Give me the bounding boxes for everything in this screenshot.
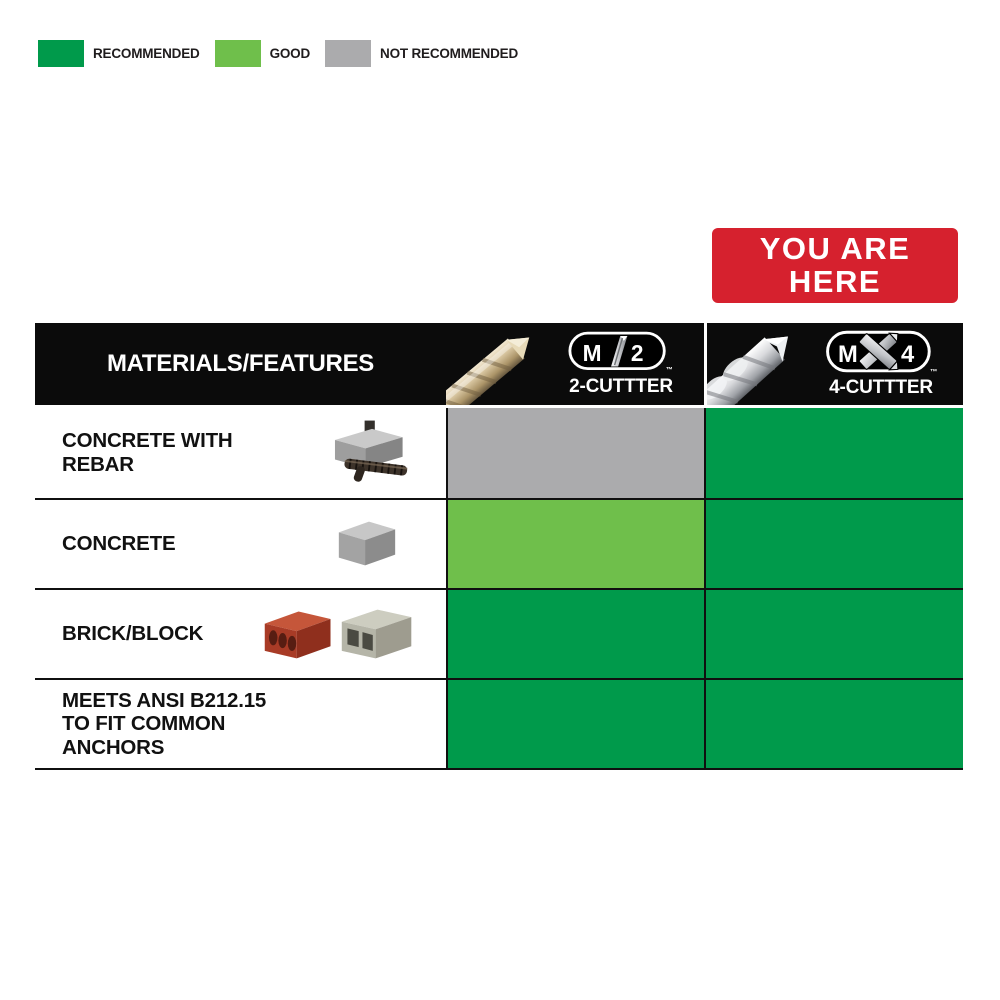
mx4-logo-letter-m: M	[837, 341, 858, 368]
4cutter-label: 4-CUTTTER	[829, 376, 933, 398]
legend-label: GOOD	[269, 46, 311, 61]
brick-and-block-icon	[261, 599, 416, 669]
table-body	[35, 408, 963, 770]
material-cell	[35, 590, 446, 678]
material-label: CONCRETE	[62, 532, 176, 556]
m2-logo	[565, 331, 677, 375]
legend-label: RECOMMENDED	[93, 46, 200, 61]
table-header-row	[35, 323, 963, 405]
cinder-block	[342, 610, 412, 659]
header-cell-2cutter	[446, 323, 704, 405]
m2-logo-number: 2	[630, 339, 644, 366]
legend-label: NOT RECOMMENDED	[380, 46, 519, 61]
material-cell	[35, 408, 446, 498]
header-cell-4cutter	[704, 323, 963, 405]
concrete-with-rebar-icon	[322, 418, 410, 488]
rating-cell-2cutter	[446, 590, 704, 678]
material-label: BRICK/BLOCK	[62, 622, 204, 646]
mx4-trademark: ™	[929, 366, 938, 376]
legend-item-good	[215, 40, 310, 67]
you-are-here-banner	[712, 228, 958, 303]
table-row-ansi	[35, 678, 963, 768]
rating-cell-2cutter	[446, 680, 704, 768]
table-row-brick-block	[35, 588, 963, 678]
2cutter-label: 2-CUTTTER	[569, 375, 673, 397]
header-cell-materials	[35, 323, 446, 405]
red-brick	[265, 611, 331, 658]
recommended-swatch	[38, 40, 84, 67]
rating-cell-4cutter	[704, 680, 963, 768]
material-label: CONCRETE WITH REBAR	[62, 429, 233, 476]
rating-cell-2cutter	[446, 500, 704, 588]
material-cell	[35, 680, 446, 768]
m2-logo-letter-m: M	[582, 339, 602, 366]
not-recommended-swatch	[325, 40, 371, 67]
table-row-concrete-with-rebar	[35, 408, 963, 498]
banner-line1: YOU ARE	[759, 231, 911, 267]
legend	[38, 40, 518, 67]
material-label-line2: TO FIT COMMON ANCHORS	[62, 712, 226, 759]
m2-trademark: ™	[665, 365, 673, 374]
banner-line2: HERE	[788, 263, 882, 299]
comparison-table	[35, 323, 963, 770]
material-cell	[35, 500, 446, 588]
mx4-logo	[822, 330, 940, 376]
4cutter-header-stack	[799, 323, 963, 405]
materials-features-label: MATERIALS/FEATURES	[106, 350, 375, 377]
material-label: MEETS ANSI B212.15	[62, 688, 267, 712]
four-cutter-drill-bit-image	[707, 323, 802, 405]
2cutter-header-stack	[538, 323, 704, 405]
concrete-icon	[333, 515, 401, 573]
legend-item-not-recommended	[325, 40, 518, 67]
rating-cell-4cutter	[704, 500, 963, 588]
rating-cell-4cutter	[704, 590, 963, 678]
legend-item-recommended	[38, 40, 200, 67]
table-row-concrete	[35, 498, 963, 588]
two-cutter-drill-bit-image	[446, 323, 541, 405]
rating-cell-2cutter	[446, 408, 704, 498]
good-swatch	[215, 40, 261, 67]
mx4-logo-number: 4	[901, 341, 915, 368]
rating-cell-4cutter	[704, 408, 963, 498]
